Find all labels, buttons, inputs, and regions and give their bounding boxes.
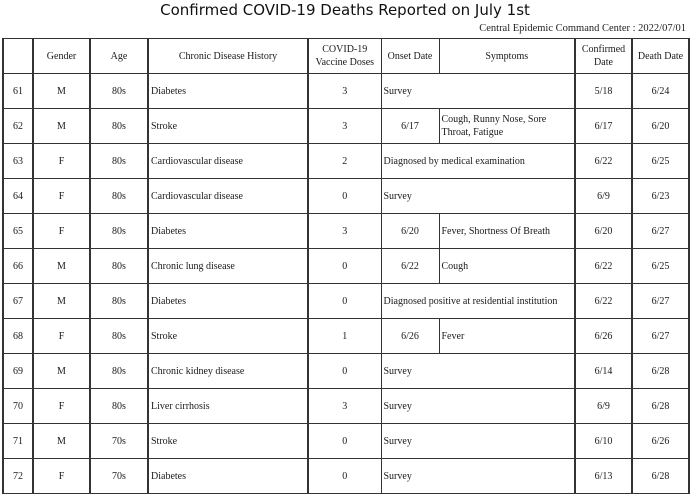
chronic-disease-cell: Diabetes — [148, 214, 308, 249]
table-row — [3, 74, 689, 109]
table-row — [3, 179, 689, 214]
case-number: 71 — [3, 424, 33, 459]
header-onset-date: Onset Date — [381, 39, 439, 74]
header-row — [3, 39, 689, 74]
age-cell: 80s — [90, 144, 148, 179]
onset-symptoms-merged-cell: Survey — [381, 389, 575, 424]
confirmed-date-cell: 6/14 — [575, 354, 632, 389]
chronic-disease-cell: Chronic lung disease — [148, 249, 308, 284]
confirmed-date-cell: 6/17 — [575, 109, 632, 144]
age-cell: 80s — [90, 319, 148, 354]
onset-symptoms-merged-cell: Diagnosed by medical examination — [381, 144, 575, 179]
vaccine-doses-cell: 3 — [308, 214, 381, 249]
age-cell: 70s — [90, 424, 148, 459]
gender-cell: M — [33, 249, 90, 284]
gender-cell: M — [33, 74, 90, 109]
vaccine-doses-cell: 0 — [308, 424, 381, 459]
case-number: 61 — [3, 74, 33, 109]
case-number: 67 — [3, 284, 33, 319]
case-number: 65 — [3, 214, 33, 249]
header-age: Age — [90, 39, 148, 74]
age-cell: 80s — [90, 214, 148, 249]
gender-cell: F — [33, 459, 90, 494]
death-date-cell: 6/25 — [632, 249, 689, 284]
confirmed-date-cell: 6/13 — [575, 459, 632, 494]
header-confirmed-date: Confirmed Date — [575, 39, 632, 74]
age-cell: 80s — [90, 74, 148, 109]
vaccine-doses-cell: 3 — [308, 109, 381, 144]
case-number: 70 — [3, 389, 33, 424]
chronic-disease-cell: Diabetes — [148, 459, 308, 494]
confirmed-date-cell: 6/26 — [575, 319, 632, 354]
onset-date-cell: 6/26 — [381, 319, 439, 354]
chronic-disease-cell: Cardiovascular disease — [148, 179, 308, 214]
age-cell: 80s — [90, 284, 148, 319]
confirmed-date-cell: 6/9 — [575, 389, 632, 424]
onset-date-cell: 6/22 — [381, 249, 439, 284]
table-row — [3, 109, 689, 144]
page-title: Confirmed COVID-19 Deaths Reported on July 1st — [160, 1, 530, 19]
gender-cell: M — [33, 354, 90, 389]
confirmed-date-cell: 6/22 — [575, 144, 632, 179]
chronic-disease-cell: Stroke — [148, 319, 308, 354]
onset-symptoms-merged-cell: Survey — [381, 459, 575, 494]
case-number: 68 — [3, 319, 33, 354]
case-number: 64 — [3, 179, 33, 214]
table-row — [3, 459, 689, 494]
age-cell: 80s — [90, 354, 148, 389]
source-note: Central Epidemic Command Center : 2022/07/01 — [479, 23, 686, 34]
death-date-cell: 6/28 — [632, 389, 689, 424]
onset-symptoms-merged-cell: Survey — [381, 424, 575, 459]
header-gender: Gender — [33, 39, 90, 74]
table-row — [3, 284, 689, 319]
death-date-cell: 6/28 — [632, 459, 689, 494]
onset-date-cell: 6/17 — [381, 109, 439, 144]
symptoms-cell: Fever, Shortness Of Breath — [439, 214, 575, 249]
vaccine-doses-cell: 0 — [308, 249, 381, 284]
chronic-disease-cell: Stroke — [148, 424, 308, 459]
age-cell: 80s — [90, 109, 148, 144]
vaccine-doses-cell: 0 — [308, 354, 381, 389]
header-death-date: Death Date — [632, 39, 689, 74]
confirmed-date-cell: 6/22 — [575, 249, 632, 284]
confirmed-date-cell: 6/20 — [575, 214, 632, 249]
vaccine-doses-cell: 3 — [308, 74, 381, 109]
vaccine-doses-cell: 3 — [308, 389, 381, 424]
table-row — [3, 144, 689, 179]
table-row — [3, 389, 689, 424]
death-date-cell: 6/20 — [632, 109, 689, 144]
deaths-table — [2, 38, 690, 494]
gender-cell: F — [33, 214, 90, 249]
chronic-disease-cell: Diabetes — [148, 284, 308, 319]
age-cell: 80s — [90, 389, 148, 424]
chronic-disease-cell: Chronic kidney disease — [148, 354, 308, 389]
table-row — [3, 424, 689, 459]
header-vaccine-doses: COVID-19 Vaccine Doses — [308, 39, 381, 74]
chronic-disease-cell: Diabetes — [148, 74, 308, 109]
chronic-disease-cell: Liver cirrhosis — [148, 389, 308, 424]
age-cell: 80s — [90, 249, 148, 284]
death-date-cell: 6/26 — [632, 424, 689, 459]
onset-symptoms-merged-cell: Survey — [381, 354, 575, 389]
header-chronic-disease: Chronic Disease History — [148, 39, 308, 74]
death-date-cell: 6/27 — [632, 284, 689, 319]
death-date-cell: 6/27 — [632, 319, 689, 354]
onset-date-cell: 6/20 — [381, 214, 439, 249]
onset-symptoms-merged-cell: Diagnosed positive at residential institution — [381, 284, 575, 319]
header-symptoms: Symptoms — [439, 39, 575, 74]
onset-symptoms-merged-cell: Survey — [381, 179, 575, 214]
vaccine-doses-cell: 0 — [308, 179, 381, 214]
header-no — [3, 39, 33, 74]
case-number: 62 — [3, 109, 33, 144]
case-number: 66 — [3, 249, 33, 284]
gender-cell: F — [33, 144, 90, 179]
symptoms-cell: Cough, Runny Nose, Sore Throat, Fatigue — [439, 109, 575, 144]
death-date-cell: 6/24 — [632, 74, 689, 109]
confirmed-date-cell: 5/18 — [575, 74, 632, 109]
death-date-cell: 6/23 — [632, 179, 689, 214]
death-date-cell: 6/25 — [632, 144, 689, 179]
confirmed-date-cell: 6/22 — [575, 284, 632, 319]
case-number: 69 — [3, 354, 33, 389]
case-number: 72 — [3, 459, 33, 494]
gender-cell: M — [33, 284, 90, 319]
onset-symptoms-merged-cell: Survey — [381, 74, 575, 109]
gender-cell: F — [33, 179, 90, 214]
death-date-cell: 6/28 — [632, 354, 689, 389]
table-row — [3, 214, 689, 249]
vaccine-doses-cell: 0 — [308, 284, 381, 319]
gender-cell: F — [33, 319, 90, 354]
confirmed-date-cell: 6/10 — [575, 424, 632, 459]
vaccine-doses-cell: 0 — [308, 459, 381, 494]
vaccine-doses-cell: 1 — [308, 319, 381, 354]
case-number: 63 — [3, 144, 33, 179]
death-date-cell: 6/27 — [632, 214, 689, 249]
vaccine-doses-cell: 2 — [308, 144, 381, 179]
confirmed-date-cell: 6/9 — [575, 179, 632, 214]
chronic-disease-cell: Cardiovascular disease — [148, 144, 308, 179]
gender-cell: F — [33, 389, 90, 424]
table-row — [3, 319, 689, 354]
table-row — [3, 249, 689, 284]
symptoms-cell: Fever — [439, 319, 575, 354]
age-cell: 80s — [90, 179, 148, 214]
gender-cell: M — [33, 424, 90, 459]
gender-cell: M — [33, 109, 90, 144]
table-row — [3, 354, 689, 389]
symptoms-cell: Cough — [439, 249, 575, 284]
chronic-disease-cell: Stroke — [148, 109, 308, 144]
age-cell: 70s — [90, 459, 148, 494]
